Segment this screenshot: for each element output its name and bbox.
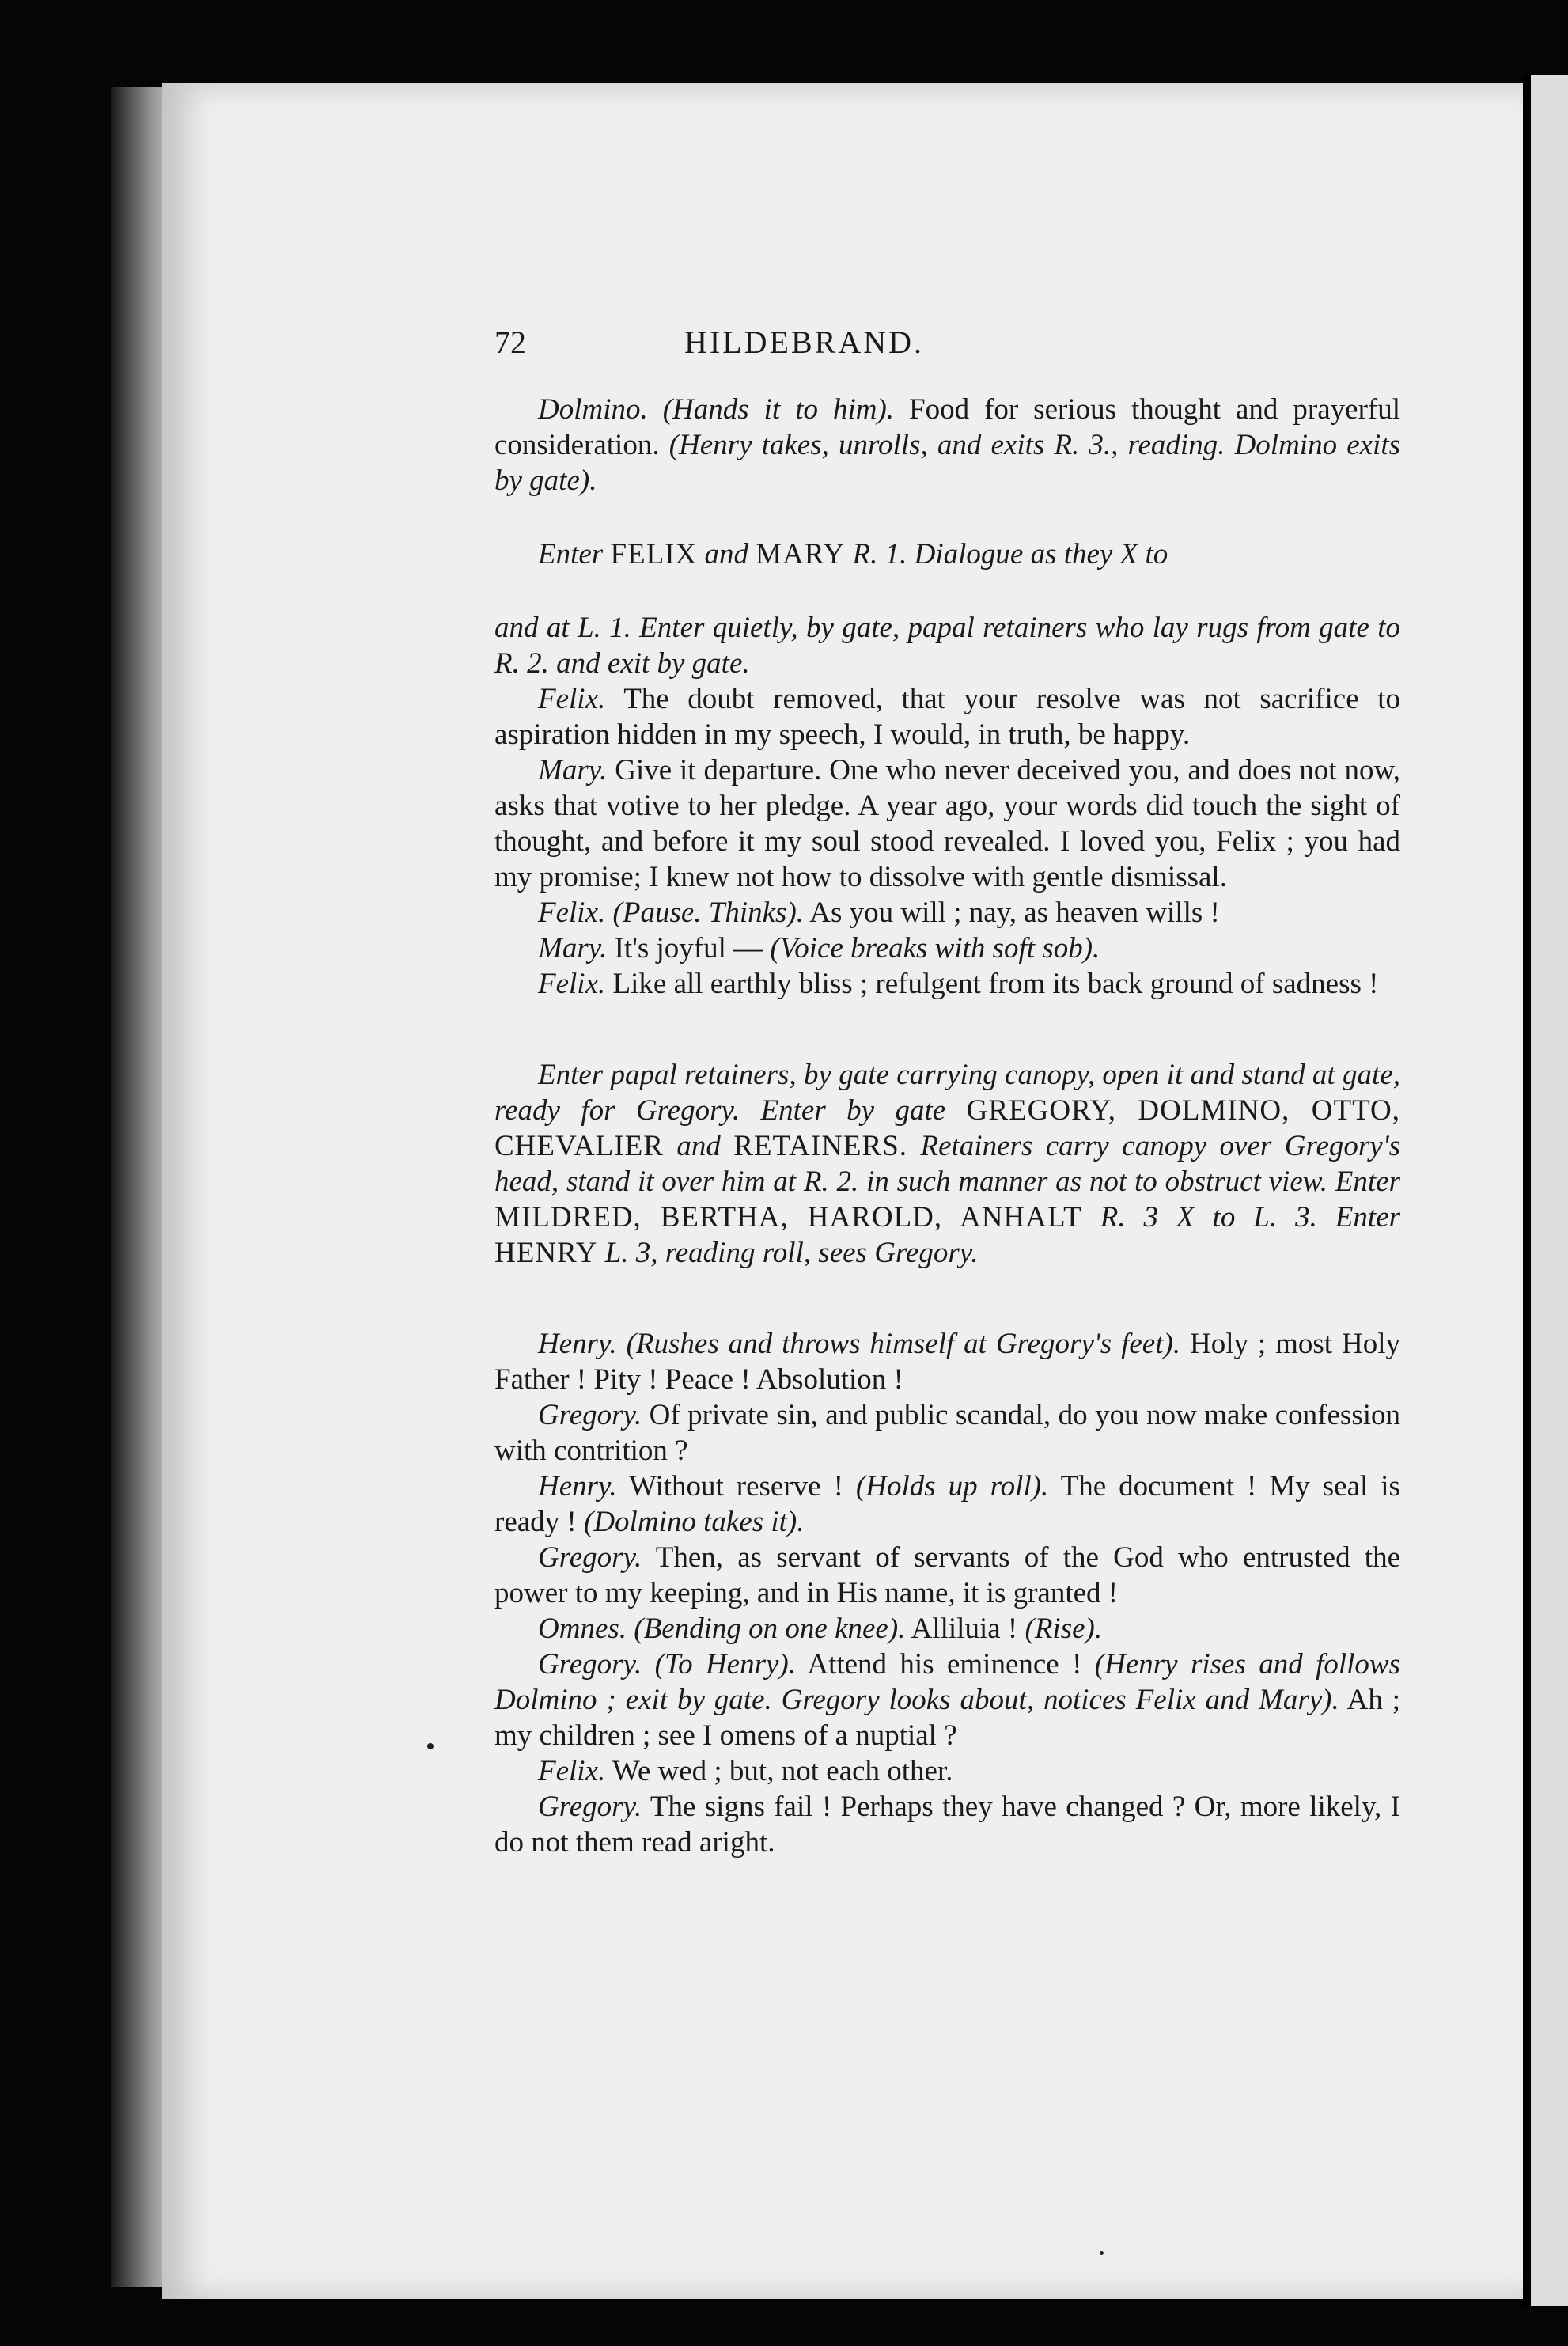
speech-text: The doubt removed, that your resolve was not sacrifice to aspiration hidden in my speech, I would, in truth, be happy. [494, 683, 1400, 751]
speech-henry-1 [494, 1326, 1400, 1397]
speaker: Gregory. [538, 1648, 642, 1681]
stage-enter-gregory [494, 1057, 1400, 1271]
speech-gregory-2 [494, 1540, 1400, 1611]
speech-text: The document ! My seal is ready ! [494, 1470, 1400, 1538]
page-number: 72 [494, 324, 526, 360]
speech-mary-1 [494, 752, 1400, 895]
speech-text: Give it departure. One who never deceived you, and does not now, asks that votive to her pledge. A year ago, your words did touch the sight of thought, and before it my soul stood revealed. I loved you, Felix ; you had my promise; I knew not how to dissolve with gentle dismissal. [494, 754, 1401, 893]
ink-speck [1100, 2251, 1104, 2255]
stage-enter-felix-mary [494, 536, 1400, 572]
facing-page-edge [1531, 75, 1568, 2306]
stage-text: Enter papal retainers, by gate carrying canopy, open it and stand at gate, ready for Gregory. Enter by gate [494, 1059, 1400, 1127]
stage-text: R. 3 X to L. 3. Enter [1100, 1201, 1401, 1234]
speech-text: Food for serious thought and prayerful consideration. [494, 393, 1400, 461]
stage-text: R. 1. Dialogue as they X to [852, 538, 1168, 570]
speech-gregory-4 [494, 1789, 1400, 1860]
speech-text: Ah ; my children ; see I omens of a nuptial ? [494, 1684, 1400, 1752]
speaker: Mary. [538, 932, 608, 965]
speech-dolmino [494, 392, 1400, 498]
speech-text: The signs fail ! Perhaps they have changed ? Or, more likely, I do not them read aright. [494, 1791, 1400, 1859]
speech-omnes [494, 1611, 1400, 1647]
stage-direction: (Henry rises and follows Dolmino ; exit by gate. Gregory looks about, notices Felix and Mary). [494, 1648, 1401, 1716]
speech-text: Alliluia ! [911, 1613, 1018, 1645]
stage-direction: (To Henry). [654, 1648, 796, 1681]
stage-direction: (Bending on one knee). [634, 1613, 906, 1645]
speaker: Gregory. [538, 1541, 642, 1574]
speech-text: Holy ; most Holy Father ! Pity ! Peace ! Absolution ! [494, 1328, 1401, 1396]
speaker: Felix. [538, 968, 606, 1000]
speaker: Dolmino. [538, 393, 648, 426]
speech-henry-2 [494, 1469, 1400, 1540]
character-names: RETAINERS. [733, 1130, 908, 1162]
stage-text: and [676, 1130, 721, 1162]
stage-direction: (Holds up roll). [855, 1470, 1049, 1503]
stage-direction: (Pause. Thinks). [612, 896, 805, 929]
character-names: GREGORY, DOLMINO, OTTO, CHEVALIER [494, 1094, 1400, 1162]
speaker: Mary. [538, 754, 608, 786]
speech-felix-2 [494, 895, 1400, 930]
stage-direction: (Dolmino takes it). [584, 1506, 805, 1538]
running-head: HILDEBRAND. [684, 324, 924, 360]
stage-text: Retainers carry canopy over Gregory's head, stand it over him at R. 2. in such manner as not to obstruct view. Enter [494, 1130, 1401, 1198]
speech-text: Attend his eminence ! [807, 1648, 1082, 1681]
stage-direction: (Henry takes, unrolls, and exits R. 3., reading. Dolmino exits by gate). [494, 429, 1401, 497]
ink-speck [427, 1743, 434, 1749]
stage-text: and [704, 538, 749, 570]
speech-text: We wed ; but, not each other. [612, 1755, 953, 1787]
stage-text: L. 3, reading roll, sees Gregory. [604, 1237, 979, 1269]
character-name: HENRY [494, 1237, 598, 1269]
stage-text: Enter [538, 538, 604, 570]
speaker: Felix. [538, 1755, 606, 1787]
speech-felix-1 [494, 681, 1400, 752]
stage-retainers-rugs [494, 610, 1400, 681]
speech-gregory-3 [494, 1647, 1400, 1753]
stage-direction: (Rise). [1025, 1613, 1103, 1645]
speech-text: Without reserve ! [629, 1470, 843, 1503]
stage-direction: (Hands it to him). [662, 393, 895, 426]
speaker: Felix. [538, 683, 606, 715]
character-names: MILDRED, BERTHA, HAROLD, ANHALT [494, 1201, 1082, 1234]
speech-gregory-1 [494, 1397, 1400, 1469]
speech-text: It's joyful — [614, 932, 763, 965]
speech-felix-4 [494, 1753, 1400, 1789]
stage-direction: (Voice breaks with soft sob). [770, 932, 1100, 965]
speech-mary-2 [494, 930, 1400, 966]
page-text [494, 324, 1400, 1860]
stage-direction: (Rushes and throws himself at Gregory's feet). [626, 1328, 1181, 1360]
speech-text: Like all earthly bliss ; refulgent from its back ground of sadness ! [612, 968, 1379, 1000]
speech-text: Of private sin, and public scandal, do you now make confession with contrition ? [494, 1399, 1401, 1467]
stage-text: and at L. 1. Enter quietly, by gate, papal retainers who lay rugs from gate to R. 2. and exit by gate. [494, 612, 1400, 680]
speaker: Gregory. [538, 1399, 642, 1431]
page-gutter [1523, 75, 1531, 2306]
speaker: Henry. [538, 1470, 617, 1503]
speaker: Henry. [538, 1328, 617, 1360]
speech-text: Then, as servant of servants of the God who entrusted the power to my keeping, and in His name, it is granted ! [494, 1541, 1400, 1609]
speech-felix-3 [494, 966, 1400, 1002]
character-name: MARY [756, 538, 846, 570]
speaker: Omnes. [538, 1613, 627, 1645]
speech-text: As you will ; nay, as heaven wills ! [809, 896, 1220, 929]
character-name: FELIX [610, 538, 698, 570]
page-header [494, 324, 1400, 360]
speaker: Gregory. [538, 1791, 642, 1823]
speaker: Felix. [538, 896, 606, 929]
